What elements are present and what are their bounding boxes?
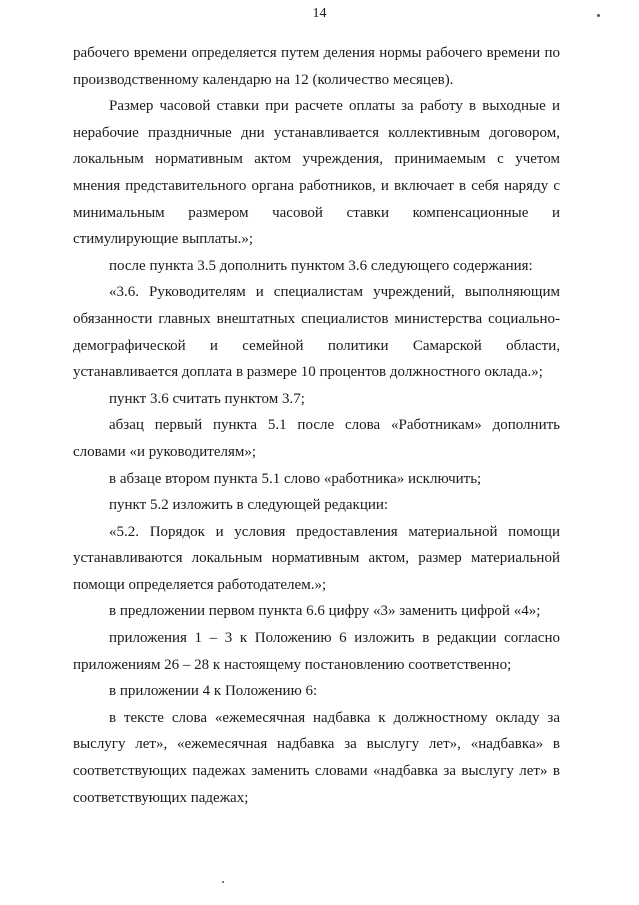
- paragraph: [73, 678, 560, 705]
- text-line: словами «и руководителям»;: [73, 443, 257, 460]
- document-body: [73, 40, 560, 811]
- text-line: в предложении первом пункта 6.6 цифру «3» заменить цифрой «4»;: [109, 603, 541, 620]
- text-line: демографической и семейной политики Самарской области,: [73, 337, 560, 354]
- paragraph: [73, 519, 560, 599]
- text-line: соответствующих падежах заменить словами «надбавка за выслугу лет» в: [73, 763, 560, 780]
- paragraph: [73, 253, 560, 280]
- paragraph: [73, 93, 560, 253]
- text-line: Размер часовой ставки при расчете оплаты за работу в выходные и: [109, 98, 560, 115]
- text-line: «3.6. Руководителям и специалистам учреждений, выполняющим: [109, 284, 560, 301]
- paragraph: [73, 412, 560, 465]
- text-line: рабочего времени определяется путем деления нормы рабочего времени по: [73, 45, 560, 61]
- text-line: приложениям 26 – 28 к настоящему постановлению соответственно;: [73, 656, 512, 673]
- text-line: стимулирующие выплаты.»;: [73, 231, 254, 248]
- scan-speck: [597, 14, 600, 17]
- paragraph: [73, 386, 560, 413]
- text-line: приложения 1 – 3 к Положению 6 изложить в редакции согласно: [109, 630, 560, 647]
- text-line: устанавливаются локальным нормативным актом, размер материальной: [73, 550, 560, 567]
- scan-speck: [222, 881, 224, 883]
- text-line: абзац первый пункта 5.1 после слова «Работникам» дополнить: [109, 417, 560, 434]
- page-number: 14: [312, 6, 327, 21]
- text-line: соответствующих падежах;: [73, 789, 249, 806]
- text-line: устанавливается доплата в размере 10 процентов должностного оклада.»;: [73, 364, 543, 381]
- paragraph: [73, 705, 560, 811]
- text-line: мнения представительного органа работников, и включает в себя наряду с: [73, 177, 560, 194]
- text-line: в тексте слова «ежемесячная надбавка к должностному окладу за: [109, 709, 560, 726]
- text-line: нерабочие праздничные дни устанавливается коллективным договором,: [73, 124, 560, 141]
- paragraph: [73, 492, 560, 519]
- text-line: локальным нормативным актом учреждения, принимаемым с учетом: [73, 151, 560, 168]
- text-line: выслугу лет», «ежемесячная надбавка за выслугу лет», «надбавка» в: [73, 736, 560, 753]
- text-line: пункт 5.2 изложить в следующей редакции:: [109, 497, 389, 514]
- paragraph: [73, 625, 560, 678]
- paragraph: [73, 40, 560, 93]
- text-line: производственному календарю на 12 (количество месяцев).: [73, 71, 454, 88]
- text-line: после пункта 3.5 дополнить пунктом 3.6 следующего содержания:: [109, 257, 533, 274]
- text-line: «5.2. Порядок и условия предоставления материальной помощи: [109, 523, 560, 540]
- text-line: обязанности главных внештатных специалистов министерства социально-: [73, 310, 560, 327]
- text-line: пункт 3.6 считать пунктом 3.7;: [109, 390, 305, 407]
- paragraph: [73, 466, 560, 493]
- text-line: помощи определяется работодателем.»;: [73, 576, 327, 593]
- paragraph: [73, 598, 560, 625]
- text-line: в абзаце втором пункта 5.1 слово «работника» исключить;: [109, 470, 482, 487]
- text-line: минимальным размером часовой ставки компенсационные и: [73, 204, 560, 221]
- paragraph: [73, 279, 560, 385]
- text-line: в приложении 4 к Положению 6:: [109, 683, 318, 700]
